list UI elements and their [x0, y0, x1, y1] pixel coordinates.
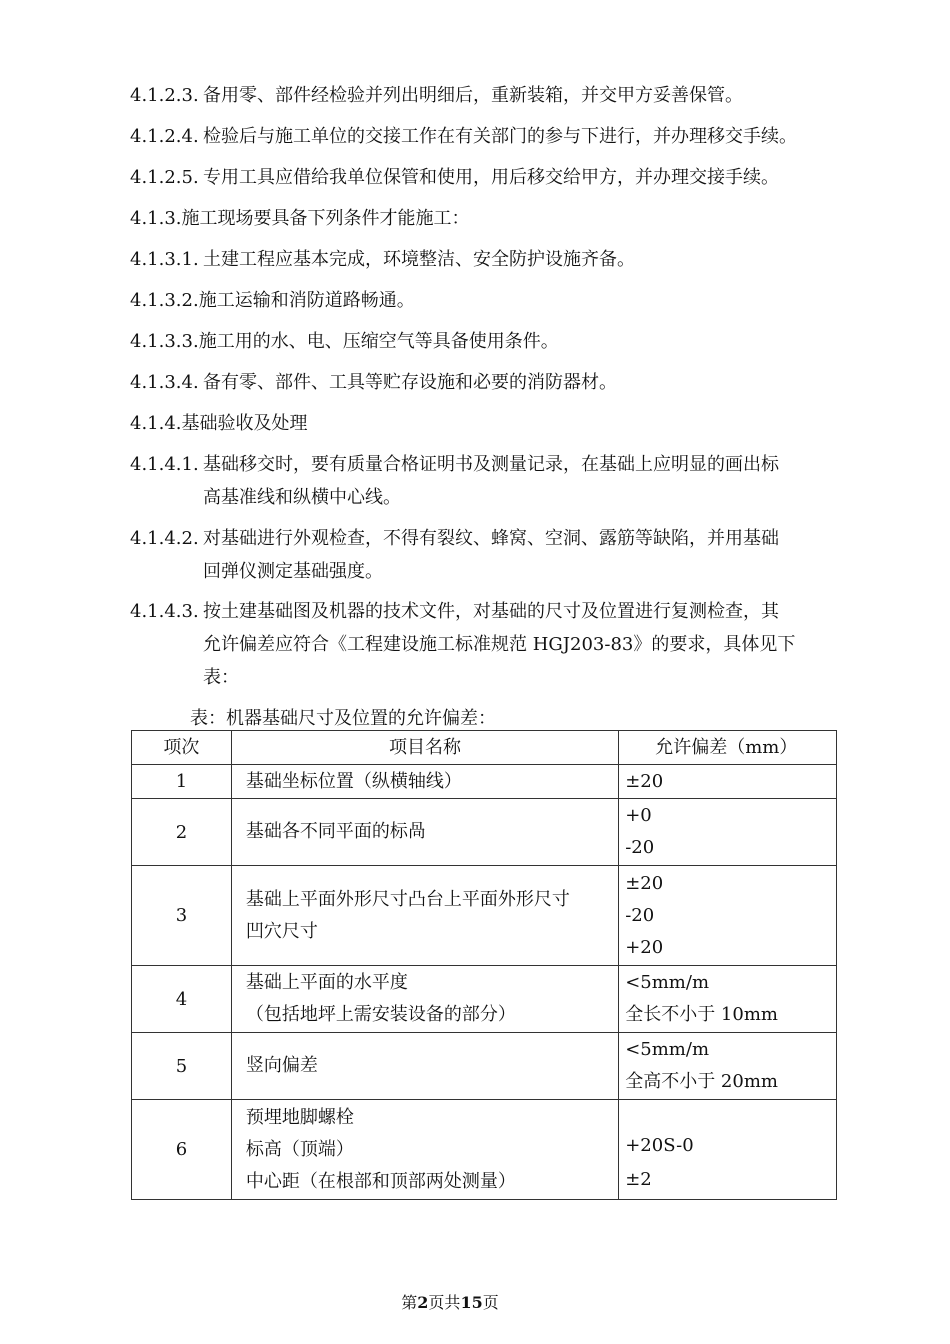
row-name-line: 凹穴尺寸 [245, 920, 318, 942]
paragraph-4-1-3 [130, 207, 470, 231]
header-tolerance: 允许偏差（mm） [619, 731, 837, 765]
clause-number-4-1-4-2: 4.1.4.2. [130, 528, 199, 549]
row-name [231, 1100, 618, 1200]
clause-text-line: 回弹仪测定基础强度。 [203, 561, 383, 582]
header-item-no: 项次 [132, 731, 232, 765]
tolerance-value: +20S-0 [625, 1135, 694, 1156]
clause-text-line: 允许偏差应符合《工程建设施工标准规范 HGJ203-83》的要求，具体见下 [203, 634, 796, 655]
clause-number: 4.1.4. [130, 413, 182, 434]
row-number: 2 [132, 799, 232, 866]
paragraph-4-1-2-3 [130, 84, 743, 108]
row-name [231, 866, 618, 966]
tolerance-value: 全长不小于 10mm [625, 1004, 778, 1025]
clause-text-line: 表： [203, 667, 239, 688]
clause-text: 施工现场要具备下列条件才能施工： [181, 208, 470, 229]
row-name [231, 1033, 618, 1100]
clause-text-line: 对基础进行外观检查，不得有裂纹、蜂窝、空洞、露筋等缺陷，并用基础 [203, 528, 779, 549]
header-item-name: 项目名称 [231, 731, 618, 765]
clause-text: 备用零、部件经检验并列出明细后，重新装箱，并交甲方妥善保管。 [203, 85, 743, 106]
tolerance-value: ±20 [625, 872, 664, 894]
tolerance-value: -20 [625, 837, 655, 858]
paragraph-4-1-2-5 [130, 166, 779, 190]
clause-text: 检验后与施工单位的交接工作在有关部门的参与下进行，并办理移交手续。 [203, 126, 797, 147]
row-name-line: 竖向偏差 [245, 1055, 318, 1076]
clause-number: 4.1.3.2. [130, 290, 199, 311]
tolerance-value: 全高不小于 20mm [625, 1071, 778, 1092]
tolerance-table [131, 730, 837, 1200]
row-tolerance [619, 1033, 837, 1100]
paragraph-4-1-2-4 [130, 125, 797, 149]
table-row [132, 966, 837, 1033]
row-name-line: 基础上平面外形尺寸凸台上平面外形尺寸 [245, 888, 570, 910]
paragraph-4-1-4 [130, 412, 308, 436]
row-number: 3 [132, 866, 232, 966]
table-caption: 表：机器基础尺寸及位置的允许偏差： [190, 708, 496, 729]
row-name [231, 765, 618, 799]
paragraph-4-1-3-3 [130, 330, 559, 354]
clause-number: 4.1.3.4. [130, 372, 199, 393]
tolerance-value: +20 [625, 936, 664, 958]
footer-suffix: 页 [482, 1293, 499, 1312]
paragraph-4-1-3-2 [130, 289, 415, 313]
current-page-number: 2 [417, 1293, 429, 1312]
clause-number: 4.1.2.3. [130, 85, 199, 106]
row-tolerance [619, 866, 837, 966]
clause-number-4-1-4-3: 4.1.4.3. [130, 601, 199, 622]
clause-text: 基础验收及处理 [181, 413, 308, 434]
paragraph-4-1-3-4 [130, 371, 617, 395]
row-name-line: 基础上平面的水平度 [245, 972, 408, 993]
table-row [132, 1033, 837, 1100]
clause-number: 4.1.2.4. [130, 126, 199, 147]
tolerance-value: <5mm/m [625, 972, 710, 993]
row-tolerance [619, 765, 837, 799]
clause-text-line: 按土建基础图及机器的技术文件，对基础的尺寸及位置进行复测检查，其 [203, 601, 779, 622]
clause-text-line: 基础移交时，要有质量合格证明书及测量记录，在基础上应明显的画出标 [203, 454, 779, 475]
clause-number: 4.1.3. [130, 208, 182, 229]
row-tolerance [619, 966, 837, 1033]
clause-text: 专用工具应借给我单位保管和使用，用后移交给甲方，并办理交接手续。 [203, 167, 779, 188]
row-name-line: 标高（顶端） [245, 1138, 354, 1160]
table-row [132, 765, 837, 799]
clause-number: 4.1.3.3. [130, 331, 199, 352]
tolerance-value: ±2 [625, 1169, 652, 1190]
tolerance-value: <5mm/m [625, 1039, 710, 1060]
clause-number: 4.1.2.5. [130, 167, 199, 188]
clause-text: 施工运输和消防道路畅通。 [198, 290, 415, 311]
row-number: 4 [132, 966, 232, 1033]
tolerance-value: ±20 [625, 770, 664, 792]
table-row [132, 866, 837, 966]
tolerance-value: -20 [625, 904, 655, 926]
row-tolerance [619, 1100, 837, 1200]
row-number: 5 [132, 1033, 232, 1100]
clause-number: 4.1.3.1. [130, 249, 199, 270]
row-number: 1 [132, 765, 232, 799]
row-name-line: 预埋地脚螺栓 [245, 1106, 354, 1128]
row-name-line: （包括地坪上需安装设备的部分） [245, 1004, 516, 1025]
clause-text: 土建工程应基本完成，环境整洁、安全防护设施齐备。 [203, 249, 635, 270]
footer-prefix: 第 [401, 1293, 418, 1312]
footer-middle: 页共 [428, 1293, 461, 1312]
tolerance-value: +0 [625, 805, 652, 826]
clause-text: 施工用的水、电、压缩空气等具备使用条件。 [198, 331, 559, 352]
table-header-row [132, 731, 837, 765]
table-row [132, 799, 837, 866]
row-name-line: 基础坐标位置（纵横轴线） [245, 770, 462, 792]
row-name-line: 基础各不同平面的标咼 [245, 821, 426, 842]
page-footer [0, 1290, 900, 1313]
clause-text-line: 高基准线和纵横中心线。 [203, 487, 401, 508]
total-pages-number: 15 [460, 1293, 483, 1312]
paragraph-4-1-3-1 [130, 248, 635, 272]
row-name [231, 799, 618, 866]
clause-number-4-1-4-1: 4.1.4.1. [130, 454, 199, 475]
table-row [132, 1100, 837, 1200]
clause-text: 备有零、部件、工具等贮存设施和必要的消防器材。 [203, 372, 617, 393]
row-name [231, 966, 618, 1033]
row-number: 6 [132, 1100, 232, 1200]
row-name-line: 中心距（在根部和顶部两处测量） [245, 1170, 516, 1192]
row-tolerance [619, 799, 837, 866]
